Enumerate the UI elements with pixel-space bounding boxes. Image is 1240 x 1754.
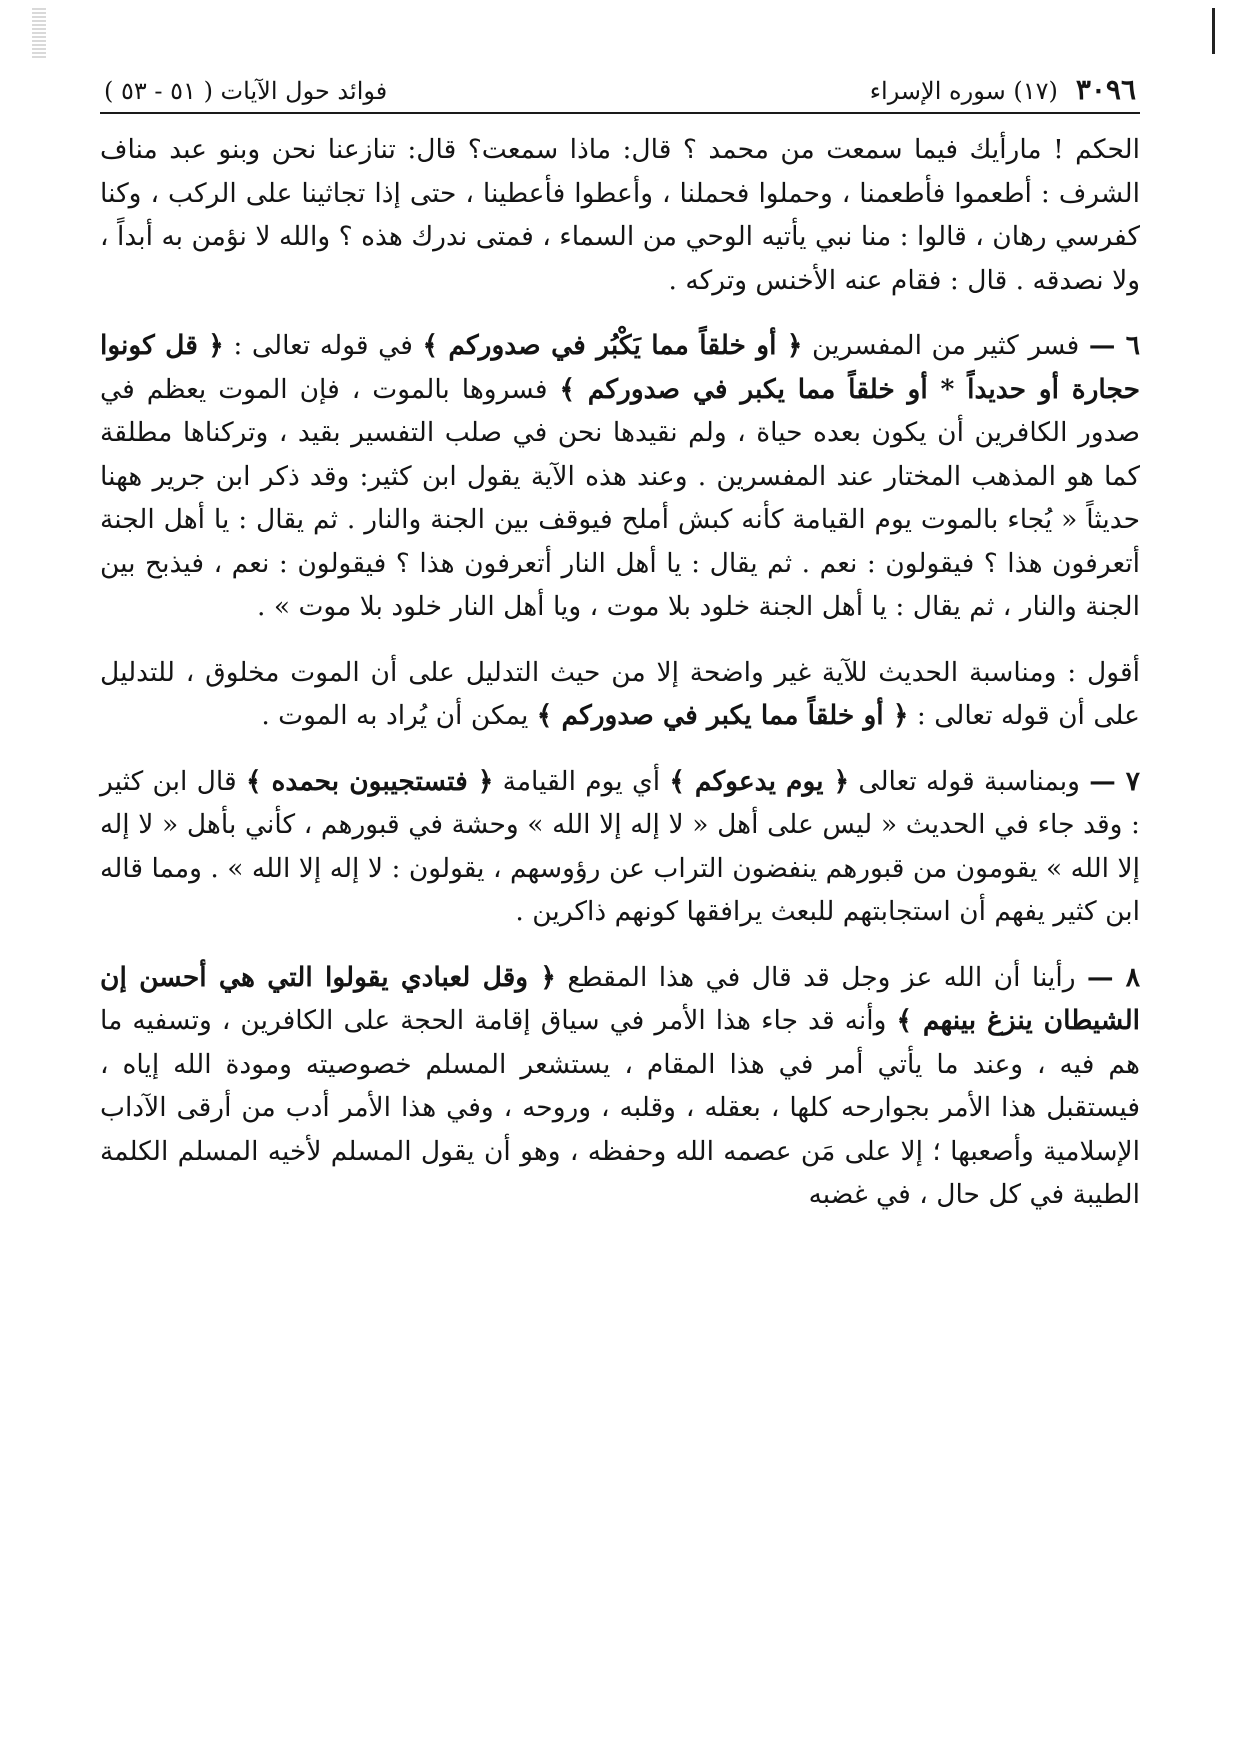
point-number: ٧ — xyxy=(1089,765,1140,797)
paragraph-text: رأينا أن الله عز وجل قد قال في هذا المقطع xyxy=(555,961,1087,993)
paragraph-text: فسر كثير من المفسرين xyxy=(802,330,1089,361)
quranic-quote: ﴿ أو خلقاً مما يكبر في صدوركم ﴾ xyxy=(536,700,909,731)
paragraph-text: أي يوم القيامة xyxy=(493,765,670,797)
paragraph-text: يمكن أن يُراد به الموت . xyxy=(261,700,537,731)
paragraph-continuation xyxy=(100,128,1140,302)
header-right xyxy=(870,68,1136,113)
paragraph-text: وأنه قد جاء هذا الأمر في سياق إقامة الحجة على الكافرين ، وتسفيه ما هم فيه ، وعند ما يأتي أمر في هذا المقام ، يستشعر المسلم خصوصيته ومودة الله إياه ، فيستقبل هذا الأمر بجوارحه كلها ، بعقله ، وقلبه ، وروحه ، وفي هذا الأمر أدب من أرقى الآداب الإسلامية وأصعبها ؛ إلا على مَن عصمه الله وحفظه ، وهو أن يقول المسلم لأخيه المسلم الكلمة الطيبة في كل حال ، في غضبه xyxy=(100,1005,1140,1210)
quranic-quote: ﴿ فتستجيبون بحمده ﴾ xyxy=(245,765,494,797)
page-number: ٣٠٩٦ xyxy=(1075,73,1136,106)
margin-rule xyxy=(1212,8,1215,54)
surah-title: (١٧) سوره الإسراء xyxy=(869,77,1058,105)
quranic-quote: ﴿ يوم يدعوكم ﴾ xyxy=(669,765,850,797)
paragraph-commentary xyxy=(100,651,1140,738)
point-number: ٨ — xyxy=(1086,961,1140,993)
quranic-quote: ﴿ قل كونوا حجارة أو حديداً * أو خلقاً مما يكبر في صدوركم ﴾ xyxy=(100,330,1140,405)
book-page xyxy=(100,68,1140,1239)
running-header xyxy=(100,68,1140,114)
paragraph-text: قال ابن كثير : وقد جاء في الحديث « ليس على أهل « لا إله إلا الله » وحشة في قبورهم ، كأني بأهل « لا إله إلا الله » يقومون من قبورهم ينفضون التراب عن رؤوسهم ، يقولون : لا إله إلا الله » . ومما قاله ابن كثير يفهم أن استجابتهم للبعث يرافقها كونهم ذاكرين . xyxy=(100,765,1140,927)
paragraph-point-6 xyxy=(100,324,1140,629)
section-title: فوائد حول الآيات ( ٥١ - ٥٣ ) xyxy=(104,77,388,105)
paragraph-text: في قوله تعالى : xyxy=(223,330,423,361)
point-number: ٦ — xyxy=(1088,330,1140,361)
page-body xyxy=(100,128,1140,1217)
quranic-quote: ﴿ وقل لعبادي يقولوا التي هي أحسن إن الشيطان ينزغ بينهم ﴾ xyxy=(100,961,1141,1036)
paragraph-point-7 xyxy=(100,760,1140,934)
scan-artifact xyxy=(32,8,46,60)
paragraph-text: أقول : ومناسبة الحديث للآية غير واضحة إلا من حيث التدليل على أن الموت مخلوق ، للتدليل على أن قوله تعالى : xyxy=(100,656,1140,731)
paragraph-text: فسروها بالموت ، فإن الموت يعظم في صدور الكافرين أن يكون بعده حياة ، ولم نقيدها نحن في صلب التفسير بقيد ، وتركناها مطلقة كما هو المذهب المختار عند المفسرين . وعند هذه الآية يقول ابن كثير: وقد ذكر ابن جرير ههنا حديثاً « يُجاء بالموت يوم القيامة كأنه كبش أملح فيوقف بين الجنة والنار . ثم يقال : يا أهل الجنة أتعرفون هذا ؟ فيقولون : نعم . ثم يقال : يا أهل النار أتعرفون هذا ؟ فيقولون : نعم ، فيذبح بين الجنة والنار ، ثم يقال : يا أهل الجنة خلود بلا موت ، ويا أهل النار خلود بلا موت » . xyxy=(100,373,1140,622)
paragraph-text: الحكم ! مارأيك فيما سمعت من محمد ؟ قال: ماذا سمعت؟ قال: تنازعنا نحن وبنو عبد مناف الشرف : أطعموا فأطعمنا ، وحملوا فحملنا ، وأعطوا فأعطينا ، حتى إذا تجاثينا على الركب ، وكنا كفرسي رهان ، قالوا : منا نبي يأتيه الوحي من السماء ، فمتى ندرك هذه ؟ والله لا نؤمن به أبداً ، ولا نصدقه . قال : فقام عنه الأخنس وتركه . xyxy=(100,134,1140,296)
quranic-quote: ﴿ أو خلقاً مما يَكْبُر في صدوركم ﴾ xyxy=(422,330,803,361)
paragraph-point-8 xyxy=(100,956,1140,1217)
paragraph-text: وبمناسبة قوله تعالى xyxy=(849,765,1090,797)
